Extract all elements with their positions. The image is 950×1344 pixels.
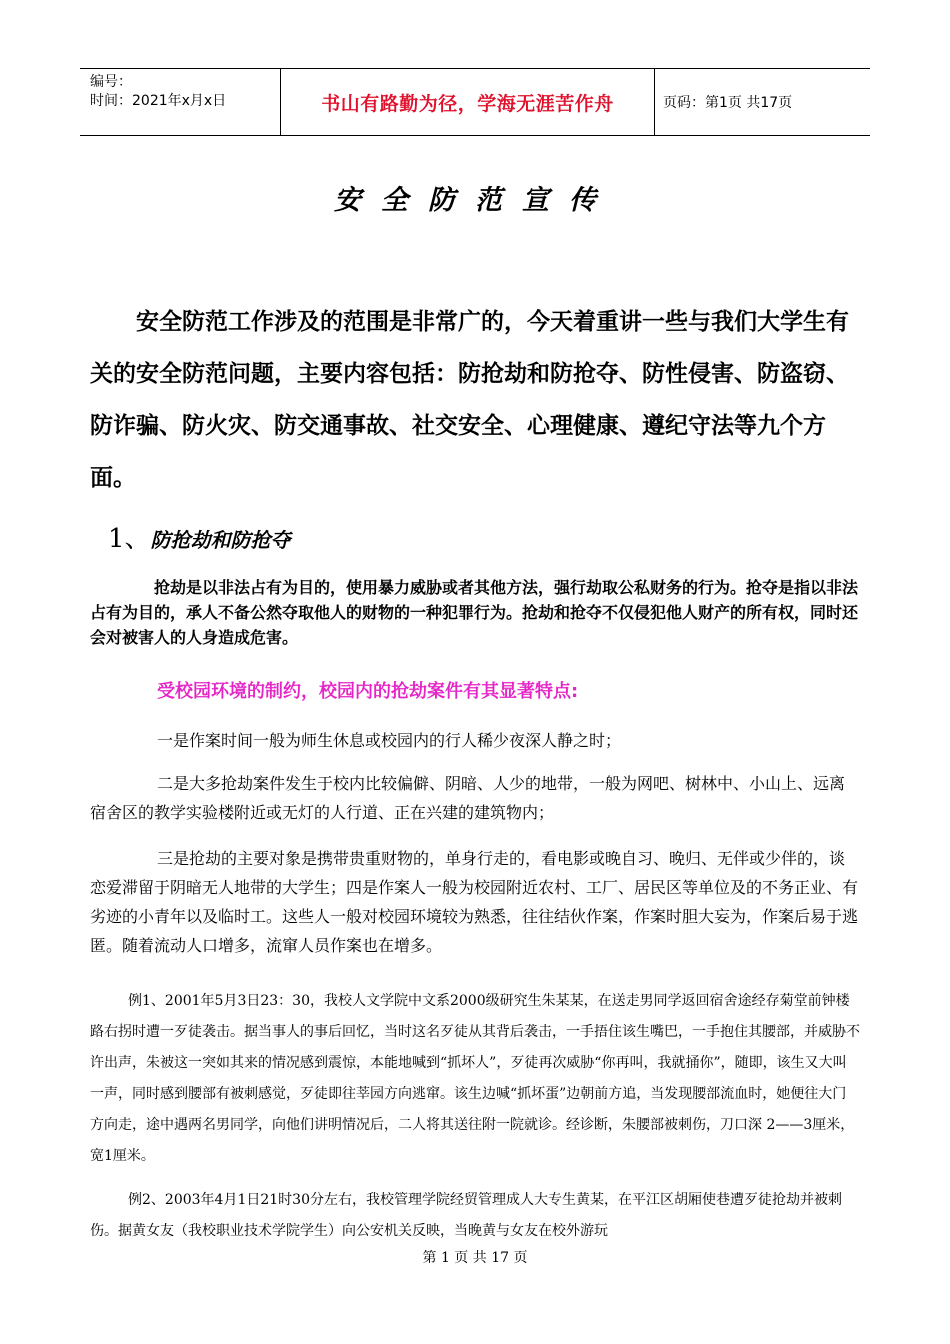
characteristic-point-3: 三是抢劫的主要对象是携带贵重财物的，单身行走的，看电影或晚自习、晚归、无伴或少伴的，谈恋爱滞留于阴暗无人地带的大学生；四是作案人一般为校园附近农村、工厂、居民区等单位及的不务正业、有劣迹的小青年以及临时工。这些人一般对校园环境较为熟悉，往往结伙作案，作案时胆大妄为，作案后易于逃匿。随着流动人口增多，流窜人员作案也在增多。 bbox=[90, 849, 859, 955]
header-page-info: 页码：第1页 共17页 bbox=[663, 95, 793, 111]
header-page-cell bbox=[655, 69, 870, 135]
intro-paragraph: 安全防范工作涉及的范围是非常广的，今天着重讲一些与我们大学生有关的安全防范问题，主要内容包括：防抢劫和防抢夺、防性侵害、防盗窃、防诈骗、防火灾、防交通事故、社交安全、心理健康、遵纪守法等九个方面。 bbox=[90, 309, 849, 491]
section-number: 1、 bbox=[108, 524, 151, 554]
document-date-label: 时间：2021年x月x日 bbox=[90, 93, 227, 109]
page-header bbox=[80, 68, 870, 136]
header-meta bbox=[80, 69, 280, 135]
characteristic-point-2: 二是大多抢劫案件发生于校内比较偏僻、阴暗、人少的地带，一般为网吧、树林中、小山上、远离宿舍区的教学实验楼附近或无灯的人行道、正在兴建的建筑物内； bbox=[90, 774, 846, 822]
case-example-1: 例1、2001年5月3日23：30，我校人文学院中文系2000级研究生朱某某，在送走男同学返回宿舍途经存菊堂前钟楼路右拐时遭一歹徒袭击。据当事人的事后回忆，当时这名歹徒从其背后袭击，一手捂住该生嘴巴，一手抱住其腰部，并威胁不许出声，朱被这一突如其来的情况感到震惊，本能地喊到“抓坏人”，歹徒再次威胁“你再叫，我就捅你”，随即，该生又大叫一声，同时感到腰部有被刺感觉，歹徒即往莘园方向逃窜。该生边喊“抓坏蛋”边朝前方追，当发现腰部流血时，她便往大门方向走，途中遇两名男同学，向他们讲明情况后，二人将其送往附一院就诊。经诊断，朱腰部被刺伤，刀口深 2——3厘米，宽1厘米。 bbox=[90, 993, 860, 1164]
definition-paragraph: 抢劫是以非法占有为目的，使用暴力威胁或者其他方法，强行劫取公私财务的行为。抢夺是指以非法占有为目的，承人不备公然夺取他人的财物的一种犯罪行为。抢劫和抢夺不仅侵犯他人财产的所有权，同时还会对被害人的人身造成危害。 bbox=[90, 578, 859, 647]
document-title: 安全防范宣传 bbox=[334, 185, 616, 216]
characteristic-point-1: 一是作案时间一般为师生休息或校园内的行人稀少夜深人静之时； bbox=[157, 731, 622, 750]
case-example-2: 例2、2003年4月1日21时30分左右，我校管理学院经贸管理成人大专生黄某，在平江区胡厢使巷遭歹徒抢劫并被刺伤。据黄女友（我校职业技术学院学生）向公安机关反映，当晚黄与女友在校外游玩 bbox=[90, 1192, 842, 1239]
page-footer: 第 1 页 共 17 页 bbox=[422, 1250, 528, 1266]
section-title: 防抢劫和防抢夺 bbox=[150, 528, 291, 552]
header-motto: 书山有路勤为径，学海无涯苦作舟 bbox=[321, 92, 614, 115]
document-number-label: 编号： bbox=[90, 74, 132, 90]
characteristics-subheading: 受校园环境的制约，校园内的抢劫案件有其显著特点: bbox=[157, 681, 579, 702]
header-motto-cell bbox=[280, 69, 655, 135]
section-heading bbox=[108, 518, 291, 555]
